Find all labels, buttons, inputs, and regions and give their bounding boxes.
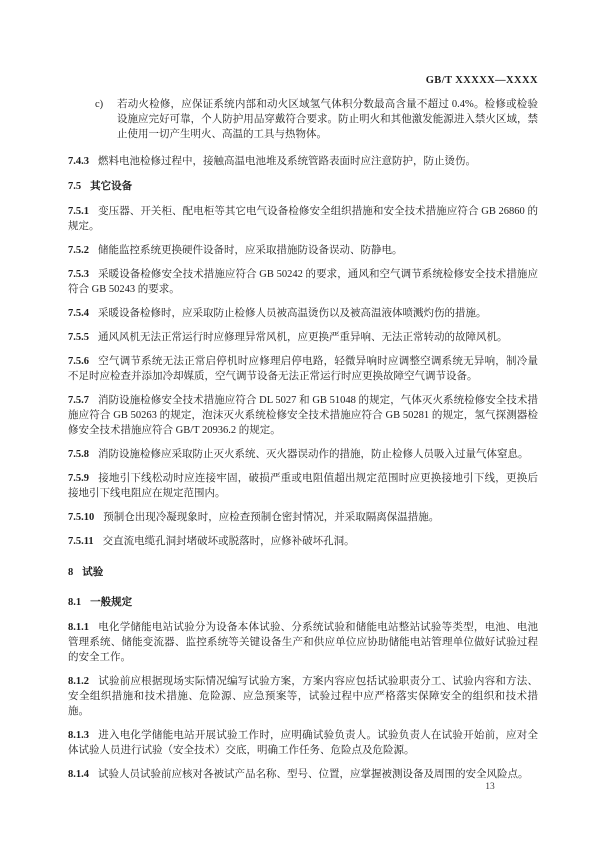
heading-number: 8.1 — [68, 597, 82, 608]
clause-text: 变压器、开关柜、配电柜等其它电气设备检修安全组织措施和安全技术措施应符合 GB 26860 的规定。 — [68, 206, 538, 232]
clause-text: 储能监控系统更换硬件设备时，应采取措施防设备误动、防静电。 — [98, 245, 403, 256]
clause-text: 试验前应根据现场实际情况编写试验方案，方案内容应包括试验职责分工、试验内容和方法、安全组织措施和技术措施、危险源、应急预案等，试验过程中应严格落实保障安全的组织和技术措施。 — [68, 676, 538, 717]
clause-text: 空气调节系统无法正常启停机时应修理启停电路，轻微异响时应调整空调系统无异响，制冷量不足时应检查并添加冷却媒质，空气调节设备无法正常运行时应更换故障空气调节设备。 — [68, 356, 538, 382]
clause-number: 7.5.9 — [68, 473, 89, 484]
clause-8-1-4 — [68, 767, 538, 782]
clause-number: 7.5.10 — [68, 512, 95, 523]
heading-number: 8 — [68, 567, 74, 578]
clause-number: 7.5.11 — [68, 536, 94, 547]
clause-7-5-4 — [68, 306, 538, 321]
clause-number: 7.5.7 — [68, 395, 89, 406]
clause-text: 采暖设备检修安全技术措施应符合 GB 50242 的要求，通风和空气调节系统检修安全技术措施应符合 GB 50243 的要求。 — [68, 269, 538, 295]
clause-text: 试验人员试验前应核对各被试产品名称、型号、位置，应掌握被测设备及周围的安全风险点。 — [98, 769, 529, 780]
clause-text: 消防设施检修安全技术措施应符合 DL 5027 和 GB 51048 的规定，气体灭火系统检修安全技术措施应符合 GB 50263 的规定，泡沫灭火系统检修安全技术措施应符合 GB 50281 的规定，氢气探测器检修安全技术措施应符合 GB/T 20936.2 的规定。 — [68, 395, 538, 436]
clause-number: 7.5.4 — [68, 308, 89, 319]
list-item-text: 若动火检修，应保证系统内部和动火区域氢气体积分数最高含量不超过 0.4%。检修或检验设施应完好可靠，个人防护用品穿戴符合要求。防止明火和其他激发能源进入禁火区域，禁止使用一切产生明火、高温的工具与热物体。 — [117, 99, 538, 140]
clause-text: 通风风机无法正常运行时应修理异常风机，应更换严重异响、无法正常转动的故障风机。 — [98, 332, 508, 343]
clause-number: 7.5.2 — [68, 245, 89, 256]
clause-text: 交直流电缆孔洞封堵破坏或脱落时，应修补破坏孔洞。 — [102, 536, 355, 547]
clause-number: 8.1.3 — [68, 730, 89, 741]
clause-number: 7.5.1 — [68, 206, 89, 217]
clause-7-5-1 — [68, 204, 538, 234]
clause-number: 7.5.3 — [68, 269, 89, 280]
clause-number: 7.5.5 — [68, 332, 89, 343]
clause-7-5-3 — [68, 267, 538, 297]
clause-8-1-3 — [68, 728, 538, 758]
clause-number: 8.1.4 — [68, 769, 89, 780]
clause-8-1-1 — [68, 620, 538, 665]
clause-7-5-10 — [68, 510, 538, 525]
running-header-standard-code: GB/T XXXXX—XXXX — [425, 75, 538, 86]
heading-number: 7.5 — [68, 181, 82, 192]
clause-7-5-7 — [68, 393, 538, 438]
page-number: 13 — [485, 782, 495, 792]
list-item-c — [68, 97, 538, 142]
clause-text: 采暖设备检修时，应采取防止检修人员被高温烫伤以及被高温液体喷溅灼伤的措施。 — [98, 308, 487, 319]
clause-text: 消防设施检修应采取防止灭火系统、灭火器误动作的措施，防止检修人员吸入过量气体窒息。 — [98, 449, 529, 460]
heading-text: 其它设备 — [90, 181, 133, 192]
clause-number: 7.5.8 — [68, 449, 89, 460]
clause-number: 7.5.6 — [68, 356, 89, 367]
page-content — [68, 97, 538, 791]
clause-number: 8.1.2 — [68, 676, 89, 687]
section-heading-7-5 — [68, 179, 538, 194]
clause-7-5-11 — [68, 534, 538, 549]
clause-number: 8.1.1 — [68, 622, 89, 633]
clause-number: 7.4.3 — [68, 156, 89, 167]
clause-7-5-8 — [68, 447, 538, 462]
heading-text: 一般规定 — [90, 597, 133, 608]
clause-text: 预制仓出现冷凝现象时，应检查预制仓密封情况，并采取隔离保温措施。 — [103, 512, 440, 523]
clause-7-5-9 — [68, 471, 538, 501]
heading-text: 试验 — [82, 567, 104, 578]
clause-7-4-3 — [68, 154, 538, 169]
clause-text: 进入电化学储能电站开展试验工作时，应明确试验负责人。试验负责人在试验开始前，应对全体试验人员进行试验（安全技术）交底，明确工作任务、危险点及危险源。 — [68, 730, 538, 756]
section-heading-8-1 — [68, 595, 538, 610]
list-marker: c) — [95, 99, 104, 110]
clause-text: 接地引下线松动时应连接牢固，破损严重或电阻值超出规定范围时应更换接地引下线，更换后接地引下线电阻应在规定范围内。 — [68, 473, 538, 499]
chapter-heading-8 — [68, 565, 538, 580]
clause-7-5-5 — [68, 330, 538, 345]
clause-7-5-6 — [68, 354, 538, 384]
clause-text: 电化学储能电站试验分为设备本体试验、分系统试验和储能电站整站试验等类型，电池、电池管理系统、储能变流器、监控系统等关键设备生产和供应单位应协助储能电站管理单位做好试验过程的安全工作。 — [68, 622, 538, 663]
clause-text: 燃料电池检修过程中，接触高温电池堆及系统管路表面时应注意防护，防止烫伤。 — [98, 156, 476, 167]
clause-8-1-2 — [68, 674, 538, 719]
clause-7-5-2 — [68, 243, 538, 258]
